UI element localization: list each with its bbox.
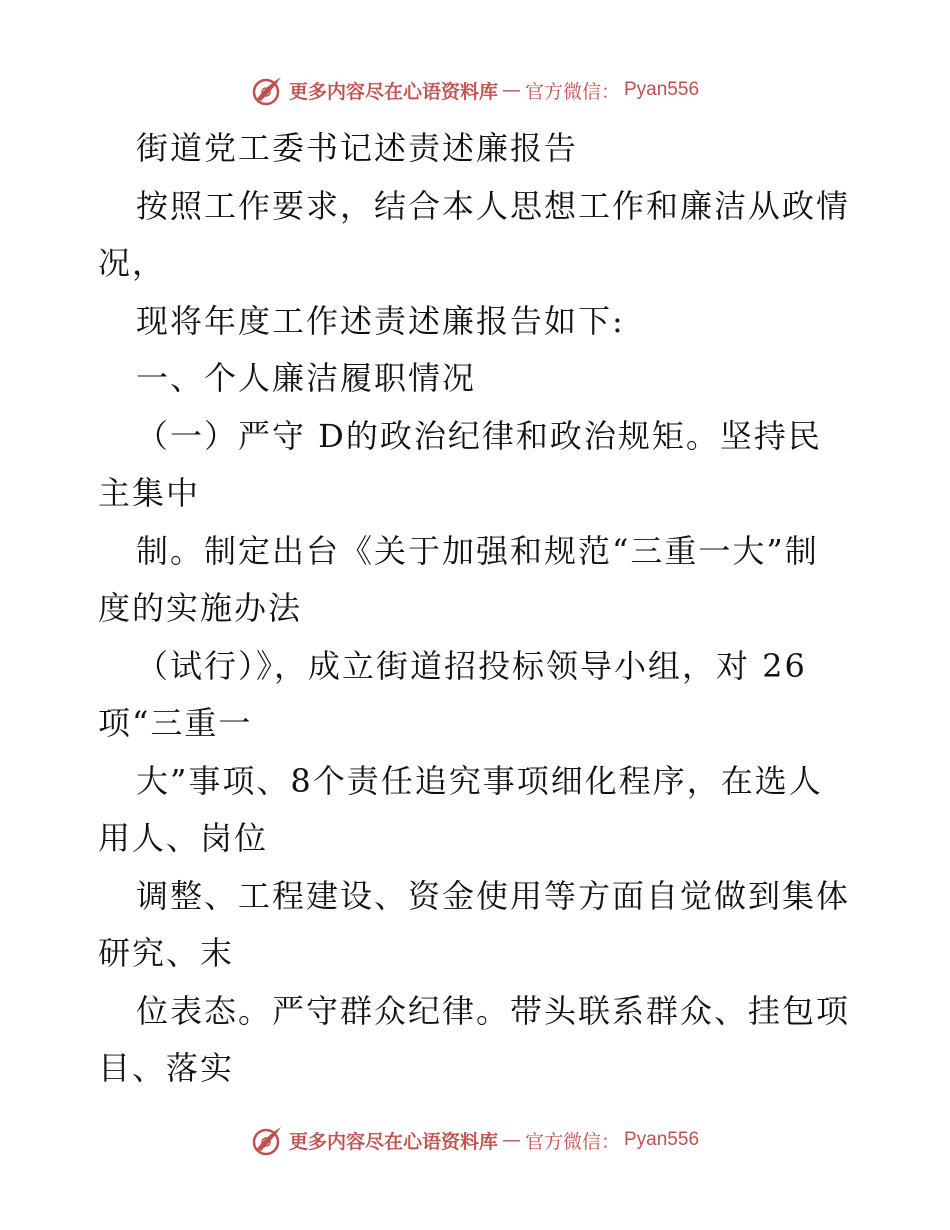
header-banner-wechat-id: Pyan556 [624,79,700,100]
footer-watermark-banner [0,1120,950,1160]
paragraph-line: 位表态。严守群众纪律。带头联系群众、挂包项 [136,991,851,1030]
paragraph-line: 大”事项、8个责任追究事项细化程序，在选人 [136,761,823,800]
footer-banner-inner [251,1123,699,1157]
paragraph-line: （一）严守 D的政治纪律和政治规矩。坚持民 [136,416,822,455]
footer-banner-wechat-id: Pyan556 [624,1129,700,1150]
header-banner-text: 更多内容尽在心语资料库 [288,80,498,103]
paragraph-line: （试行）》，成立街道招投标领导小组，对 26 [136,646,807,685]
paragraph-line: 项“三重一 [98,704,253,742]
section-heading: 一、个人廉洁履职情况 [136,359,477,397]
paragraph-line: 况， [98,244,167,282]
header-banner-separator: — [501,79,521,101]
document-body [98,120,858,1098]
quill-logo-icon [251,73,285,107]
paragraph-line: 现将年度工作述责述廉报告如下: [136,301,625,340]
quill-logo-icon [251,1123,285,1157]
paragraph-line: 研究、末 [98,934,235,972]
paragraph-line: 用人、岗位 [98,819,269,857]
paragraph-line: 调整、工程建设、资金使用等方面自觉做到集体 [136,876,851,915]
paragraph-line: 度的实施办法 [98,589,303,627]
header-banner-official: 官方微信： [524,80,620,103]
document-title: 街道党工委书记述责述廉报告 [136,129,579,167]
footer-banner-official: 官方微信： [524,1130,620,1153]
header-banner-inner [251,73,699,107]
paragraph-line: 目、落实 [98,1049,235,1087]
footer-banner-text: 更多内容尽在心语资料库 [288,1130,498,1153]
paragraph-line: 按照工作要求，结合本人思想工作和廉洁从政情 [136,186,851,225]
header-watermark-banner [0,70,950,110]
paragraph-line: 制。制定出台《关于加强和规范“三重一大”制 [136,531,819,570]
paragraph-line: 主集中 [98,474,201,512]
footer-banner-separator: — [501,1129,521,1151]
